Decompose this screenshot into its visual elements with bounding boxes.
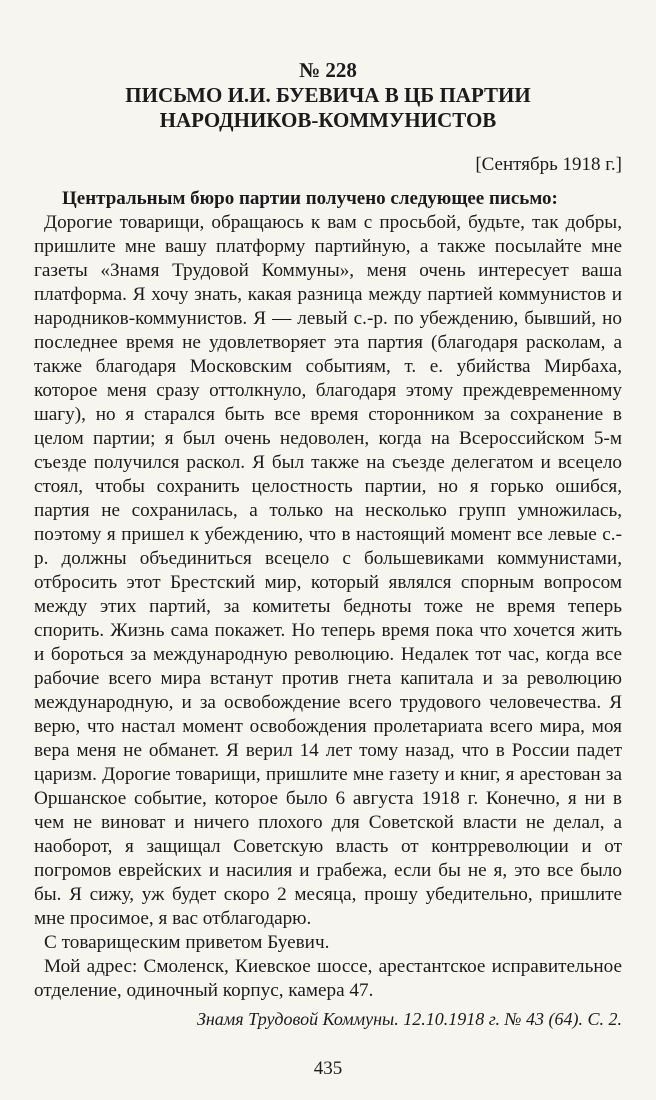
document-date: [Сентябрь 1918 г.] (475, 154, 622, 175)
letter-signature: С товарищеским приветом Буевич. (44, 932, 330, 953)
letter-paragraph-main: Дорогие товарищи, обращаюсь к вам с просьбой, будьте, так добры, пришлите мне вашу платформу партийную, а также посылайте мне газеты «Знамя Трудовой Коммуны», меня очень интересует ваша платформа. Я хочу знать, какая разница между партией коммунистов и народников-коммунистов. Я — левый с.-р. по убеждению, бывший, но последнее время не удовлетворяет эта партия (благодаря расколам, а также благодаря Московским событиям, т. е. убийства Мирбаха, которое меня сразу оттолкнуло, благодаря этому преждевременному шагу), но я старался быть все время сторонником за сохранение в целом партии; я был очень недоволен, когда на Всероссийском 5-м съезде получился раскол. Я был также на съезде делегатом и всецело стоял, чтобы сохранить целостность партии, но я горько ошибся, партия не сохранилась, а только на несколько групп умножилась, поэтому я пришел к убеждению, что в настоящий момент все левые с.-р. должны объединиться всецело с большевиками коммунистами, отбросить этот Брестский мир, который являлся спорным вопросом между этих партий, за комитеты бедноты тоже не время теперь спорить. Жизнь сама покажет. Но теперь время пока что хочется жить и бороться за международную революцию. Недалек тот час, когда все рабочие всего мира встанут против гнета капитала и за революцию международную, и за освобождение всего трудового человечества. Я верю, что настал момент освобождения пролетариата всего мира, моя вера меня не обманет. Я верил 14 лет тому назад, что в России падет царизм. Дорогие товарищи, пришлите мне газету и книг, я арестован за Оршанское событие, которое было 6 августа 1918 г. Конечно, я ни в чем не виноват и ничего плохого для Советской власти не делал, а наоборот, я защищал Советскую власть от контрреволюции и от погромов еврейских и насилия и грабежа, если бы не я, это все было бы. Я сижу, уж будет скоро 2 месяца, прошу убедительно, пришлите мне просимое, я вас отблагодарю. (34, 212, 622, 929)
document-title-line-2: НАРОДНИКОВ-КОММУНИСТОВ (159, 108, 497, 132)
page-number: 435 (313, 1058, 343, 1079)
document-title-line-1: ПИСЬМО И.И. БУЕВИЧА В ЦБ ПАРТИИ (125, 83, 531, 107)
source-citation: Знамя Трудовой Коммуны. 12.10.1918 г. № 43 (64). С. 2. (196, 1009, 622, 1029)
letter-address: Мой адрес: Смоленск, Киевское шоссе, арестантское исправительное отделение, одиночный корпус, камера 47. (34, 956, 622, 1001)
letter-body (34, 211, 622, 1003)
document-number: № 228 (299, 58, 357, 82)
document-page (34, 58, 622, 1031)
intro-line: Центральным бюро партии получено следующее письмо: (62, 188, 558, 209)
